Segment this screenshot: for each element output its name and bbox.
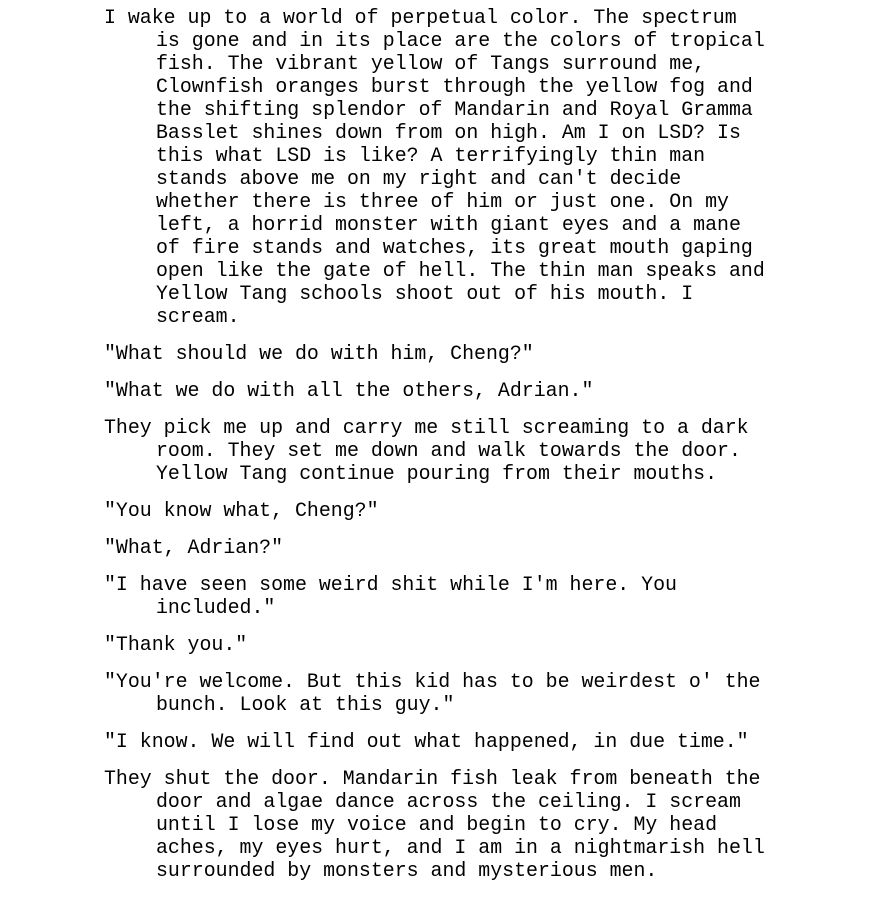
paragraph-3 [104,379,874,402]
line: scream. [156,305,240,328]
line: Basslet shines down from on high. Am I on LSD? Is [156,121,741,144]
line: of fire stands and watches, its great mouth gaping [156,236,753,259]
line: room. They set me down and walk towards the door. [156,439,741,462]
line: whether there is three of him or just one. On my [156,190,729,213]
line: "What we do with all the others, Adrian." [104,379,594,402]
line: left, a horrid monster with giant eyes and a mane [156,213,741,236]
line: Clownfish oranges burst through the yellow fog and [156,75,753,98]
line: this what LSD is like? A terrifyingly thin man [156,144,706,167]
line: until I lose my voice and begin to cry. My head [156,813,718,836]
line: fish. The vibrant yellow of Tangs surround me, [156,52,706,75]
line: aches, my eyes hurt, and I am in a nightmarish hell [156,836,765,859]
line: is gone and in its place are the colors of tropical [156,29,765,52]
line: They pick me up and carry me still screaming to a dark [104,416,749,439]
paragraph-1 [104,6,874,328]
line: "Thank you." [104,633,248,656]
line: "I know. We will find out what happened, in due time." [104,730,749,753]
line: "You're welcome. But this kid has to be weirdest o' the [104,670,761,693]
line: Yellow Tang continue pouring from their mouths. [156,462,718,485]
line: They shut the door. Mandarin fish leak from beneath the [104,767,761,790]
line: I wake up to a world of perpetual color. The spectrum [104,6,737,29]
line: "You know what, Cheng?" [104,499,379,522]
line: stands above me on my right and can't decide [156,167,682,190]
paragraph-6 [104,536,874,559]
line: open like the gate of hell. The thin man speaks and [156,259,765,282]
paragraph-5 [104,499,874,522]
line: door and algae dance across the ceiling. I scream [156,790,741,813]
paragraph-8 [104,633,874,656]
line: surrounded by monsters and mysterious men. [156,859,658,882]
line: "What, Adrian?" [104,536,284,559]
line: Yellow Tang schools shoot out of his mouth. I [156,282,694,305]
line: bunch. Look at this guy." [156,693,455,716]
line: the shifting splendor of Mandarin and Royal Gramma [156,98,753,121]
paragraph-2 [104,342,874,365]
paragraph-10 [104,730,874,753]
paragraph-4 [104,416,874,485]
line: "I have seen some weird shit while I'm here. You [104,573,677,596]
paragraph-7 [104,573,874,619]
document-body [104,6,874,896]
line: "What should we do with him, Cheng?" [104,342,534,365]
paragraph-11 [104,767,874,882]
paragraph-9 [104,670,874,716]
line: included." [156,596,276,619]
